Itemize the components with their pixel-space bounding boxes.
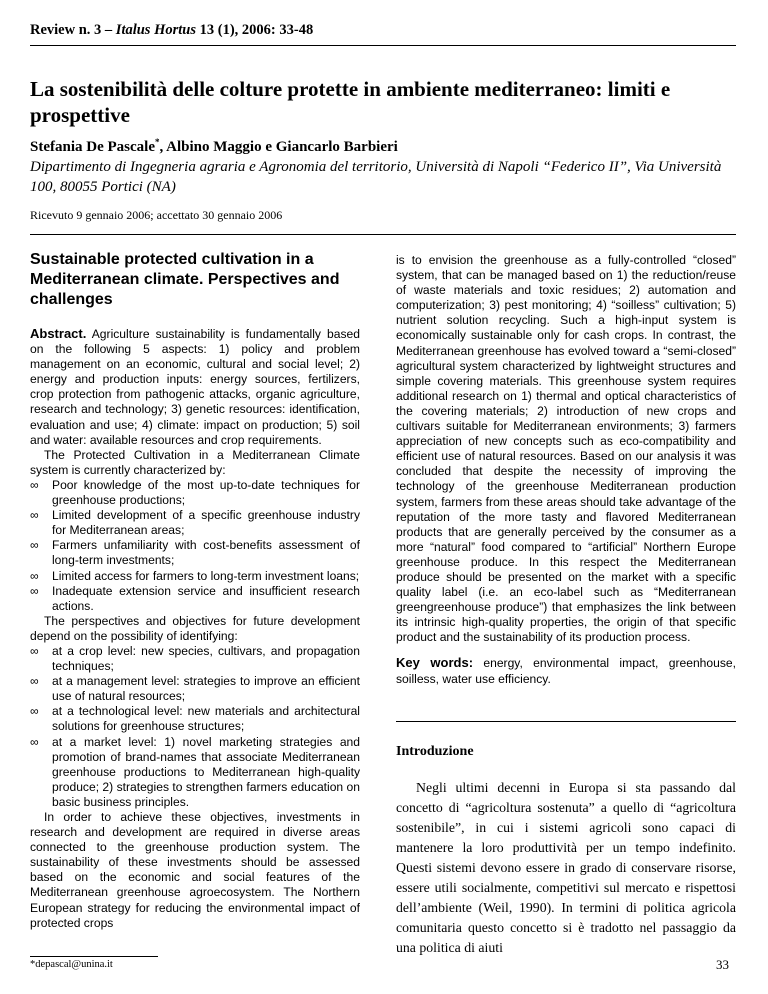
list-item: [30, 508, 360, 538]
keywords-label: Key words:: [396, 655, 474, 671]
abstract-paragraph-2: The Protected Cultivation in a Mediterranean Climate system is currently characterized by:: [30, 447, 360, 477]
header-rule: [30, 45, 736, 46]
list-item: [30, 674, 360, 704]
bullet-marker: ∞: [30, 568, 39, 583]
footnote-rule: [30, 956, 158, 957]
section-heading-introduzione: Introduzione: [396, 743, 474, 759]
keywords-rule: [396, 721, 736, 722]
list-item-text: at a management level: strategies to improve an efficient use of natural resources;: [52, 674, 360, 704]
received-dates: Ricevuto 9 gennaio 2006; accettato 30 gennaio 2006: [30, 208, 283, 222]
constraints-list: [30, 478, 360, 614]
abstract-paragraph-4: In order to achieve these objectives, investments in research and development are required in diverse areas connected to the greenhouse production system. The sustainability of these investments should be assessed based on the economic and social features of the Mediterranean greenhouse agroecosystem. The Northern European strategy for reducing the environmental impact of protected crops: [30, 810, 360, 930]
list-item-text: Poor knowledge of the most up-to-date techniques for greenhouse productions;: [52, 477, 360, 508]
running-head-issue: 13 (1), 2006: 33-48: [196, 22, 314, 38]
abstract-paragraph-1: [30, 326, 360, 448]
bullet-marker: ∞: [30, 583, 39, 598]
abstract-paragraph-5: is to envision the greenhouse as a fully-controlled “closed” system, that can be managed based on 1) the reduction/reuse of waste materials and toxic residues; 2) automation and computerization; 3) pest monitoring; 4) “soilless” cultivation; 5) nutrient solution recycling. Such a high-input system is economically sustainable only for cash crops. In contrast, the Mediterranean greenhouse has evolved toward a “semi-closed” agricultural system characterized by lightweight structures and simple covering materials. This greenhouse system requires additional research on 1) thermal and optical characteristics of the covering materials; 2) introduction of new crops and cultivars suitable for Mediterranean environments; 3) farmers appreciation of new concepts such as eco-compatibility and efficient use of natural resources. Based on our analysis it was concluded that despite the necessity of improving the technology of the greenhouse Mediterranean production system, farmers from these areas should take advantage of the reputation of the more tasty and flavored Mediterranean products that are generally perceived by the consumer as a more “natural” food compared to “artificial” Northern Europe greenhouse produce. In this respect the Mediterranean produce should be presented on the market with a specific quality label (i.e. an eco-label such as “Mediterranean greengreenhouse produce”) that emphasizes the link between its intrinsic high-quality properties, the origin of that specific product and the sustainability of its production process.: [396, 253, 736, 645]
list-item: [30, 569, 360, 584]
bullet-marker: ∞: [30, 508, 39, 523]
keywords: [396, 655, 736, 686]
bullet-marker: ∞: [30, 674, 39, 689]
english-title: Sustainable protected cultivation in a Mediterranean climate. Perspectives and challenges: [30, 251, 340, 308]
bullet-marker: ∞: [30, 538, 39, 553]
list-item: [30, 644, 360, 674]
page-number: 33: [716, 957, 729, 972]
bullet-marker: ∞: [30, 734, 39, 749]
list-item-text: at a market level: 1) novel marketing strategies and promotion of brand-names that associate Mediterranean greenhouse productions to Mediterranean high-quality produce; 2) strategies to strengthen farmers education on basic business principles.: [52, 734, 360, 809]
footnote-email: *depascal@unina.it: [30, 959, 113, 970]
keywords-text: energy, environmental impact, greenhouse, soilless, water use efficiency.: [396, 656, 736, 686]
list-item-text: at a crop level: new species, cultivars, and propagation techniques;: [52, 643, 360, 674]
first-author: Stefania De Pascale: [30, 139, 155, 155]
author-list: [30, 137, 398, 156]
right-column: [396, 253, 736, 958]
other-authors: , Albino Maggio e Giancarlo Barbieri: [159, 139, 398, 155]
list-item-text: Limited development of a specific greenhouse industry for Mediterranean areas;: [52, 508, 360, 538]
running-head-review: Review n. 3 –: [30, 22, 116, 38]
abstract-text-1: Agriculture sustainability is fundamentally based on the following 5 aspects: 1) policy and problem management on an economic, cultural and social level; 2) energy and production inputs: energy sources, fertilizers, crop protection from pathogenic attacks, organic agriculture, research and technology; 3) genetic resources: identification, evaluation and use; 4) climate: impact on production; 5) soil and water: available resources and crop requirements.: [30, 327, 360, 447]
list-item: [30, 478, 360, 508]
bullet-marker: ∞: [30, 704, 39, 719]
perspectives-list: [30, 644, 360, 810]
list-item: [30, 538, 360, 568]
list-item: [30, 735, 360, 810]
list-item-text: Inadequate extension service and insufficient research actions.: [52, 583, 360, 613]
dates-rule: [30, 234, 736, 235]
corresponding-mark: *: [154, 137, 160, 147]
abstract-label: Abstract.: [30, 326, 87, 341]
left-column: [30, 250, 360, 931]
introduction-paragraph: Negli ultimi decenni in Europa si sta passando dal concetto di “agricoltura sostenuta” a quello di “agricoltura sostenibile”, in cui i sistemi agricoli sono capaci di mantenere la loro produttività per un tempo indefinito. Questi sistemi devono essere in grado di conservare risorse, essere utili socialmente, competitivi sul mercato e rispettosi dell’ambiente (Weil, 1990). In termini di politica agricola comunitaria questo concetto si è tradotto nel passaggio da una politica di aiuti: [396, 779, 736, 956]
list-item-text: Farmers unfamiliarity with cost-benefits assessment of long-term investments;: [52, 538, 360, 568]
abstract-paragraph-3: The perspectives and objectives for future development depend on the possibility of identifying:: [30, 613, 360, 643]
bullet-marker: ∞: [30, 643, 39, 658]
list-item-text: Limited access for farmers to long-term investment loans;: [52, 568, 360, 583]
list-item-text: at a technological level: new materials and architectural solutions for greenhouse structures;: [52, 704, 360, 734]
paper-title: La sostenibilità delle colture protette in ambiente mediterraneo: limiti e prospettive: [30, 77, 671, 127]
running-head-journal: Italus Hortus: [115, 22, 196, 38]
affiliation: Dipartimento di Ingegneria agraria e Agronomia del territorio, Università di Napoli “Federico II”, Via Università 100, 80055 Portici (NA): [30, 159, 722, 195]
bullet-marker: ∞: [30, 477, 39, 492]
running-head: [30, 22, 313, 39]
list-item: [30, 704, 360, 734]
list-item: [30, 584, 360, 614]
